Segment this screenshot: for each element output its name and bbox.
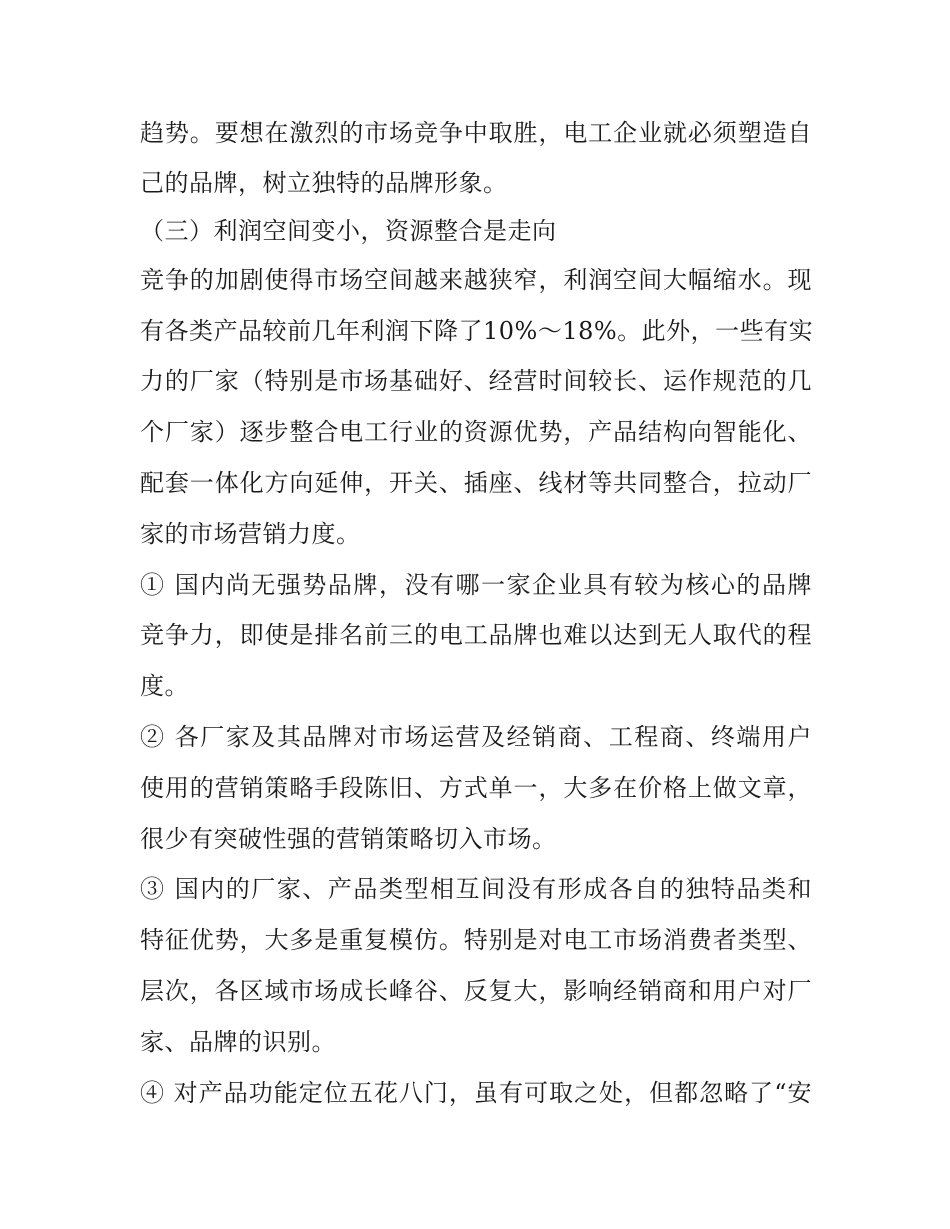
- list-item-2: ② 各厂家及其品牌对市场运营及经销商、工程商、终端用户: [140, 722, 812, 751]
- list-item-4: ④ 对产品功能定位五花八门，虽有可取之处，但都忽略了“安: [140, 1078, 812, 1107]
- text-line: 很少有突破性强的营销策略切入市场。: [140, 824, 557, 853]
- text-line: 竞争力，即使是排名前三的电工品牌也难以达到无人取代的程: [140, 621, 812, 650]
- text-line: 家的市场营销力度。: [140, 519, 361, 548]
- section-heading: （三）利润空间变小，资源整合是走向: [140, 216, 557, 245]
- text-line: 己的品牌，树立独特的品牌形象。: [140, 168, 508, 197]
- text-line: 个厂家）逐步整合电工行业的资源优势，产品结构向智能化、: [140, 418, 812, 447]
- body-text: [140, 108, 812, 1118]
- list-item-1: ① 国内尚无强势品牌，没有哪一家企业具有较为核心的品牌: [140, 570, 812, 599]
- text-line: 特征优势，大多是重复模仿。特别是对电工市场消费者类型、: [140, 926, 812, 955]
- text-line: 家、品牌的识别。: [140, 1027, 336, 1056]
- text-line: 使用的营销策略手段陈旧、方式单一，大多在价格上做文章，: [140, 773, 812, 802]
- list-item-3: ③ 国内的厂家、产品类型相互间没有形成各自的独特品类和: [140, 875, 812, 904]
- text-line: 度。: [140, 672, 189, 701]
- text-line: 层次，各区域市场成长峰谷、反复大，影响经销商和用户对厂: [140, 976, 812, 1005]
- text-line: 力的厂家（特别是市场基础好、经营时间较长、运作规范的几: [140, 367, 812, 396]
- text-line: 有各类产品较前几年利润下降了10%～18%。此外，一些有实: [140, 316, 814, 345]
- text-line: 趋势。要想在激烈的市场竞争中取胜，电工企业就必须塑造自: [140, 119, 812, 147]
- text-line: 竞争的加剧使得市场空间越来越狭窄，利润空间大幅缩水。现: [140, 265, 812, 294]
- text-line: 配套一体化方向延伸，开关、插座、线材等共同整合，拉动厂: [140, 468, 812, 497]
